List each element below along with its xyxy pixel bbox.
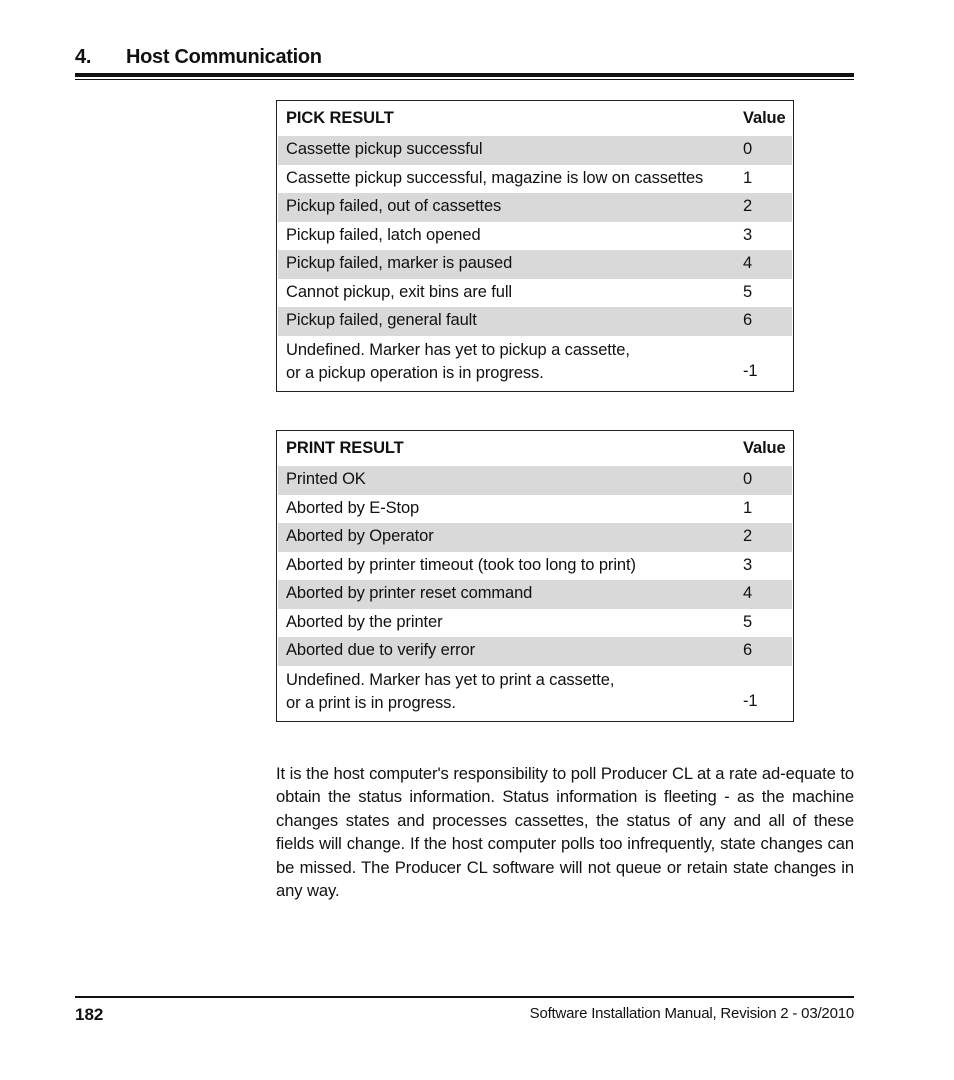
table-row (277, 307, 793, 336)
table-row (277, 250, 793, 279)
row-value: 3 (743, 555, 753, 574)
row-label: Aborted by printer reset command (286, 584, 533, 602)
print-result-table (276, 430, 794, 722)
table-row (277, 637, 793, 666)
row-label: Cassette pickup successful (286, 140, 483, 158)
table-row (277, 666, 793, 721)
row-label-line2: or a print is in progress. (286, 693, 456, 712)
footer-document-title: Software Installation Manual, Revision 2 - 03/2010 (529, 1005, 854, 1022)
table-row (277, 466, 793, 495)
pick-result-table (276, 100, 794, 392)
table-row (277, 523, 793, 552)
table-row (277, 165, 793, 194)
column-header-result: PRINT RESULT (286, 439, 404, 457)
row-label (286, 339, 706, 385)
row-value: 4 (743, 254, 753, 272)
header-rule-thin (75, 79, 854, 80)
row-value: 0 (743, 470, 753, 488)
row-label: Pickup failed, latch opened (286, 225, 481, 244)
row-label-line2: or a pickup operation is in progress. (286, 363, 544, 382)
column-header-result: PICK RESULT (286, 109, 394, 127)
column-header-value: Value (743, 109, 786, 127)
table-row (277, 193, 793, 222)
row-label: Aborted by E-Stop (286, 498, 420, 517)
row-value: 1 (743, 498, 753, 517)
row-label: Cassette pickup successful, magazine is low on cassettes (286, 168, 704, 187)
row-value: 3 (743, 225, 753, 244)
table-row (277, 609, 793, 638)
column-header-value: Value (743, 439, 786, 457)
row-label: Cannot pickup, exit bins are full (286, 282, 512, 301)
row-value: -1 (743, 691, 758, 710)
row-value: 5 (743, 282, 753, 301)
row-value: -1 (743, 361, 758, 380)
body-paragraph: It is the host computer's responsibility to poll Producer CL at a rate ad-equate to obtain the status information. Status information is fleeting - as the machine changes states and processes cassettes, the status of any and all of these fields will change. If the host computer polls too infrequently, state changes can be missed. The Producer CL software will not queue or retain state changes in any way. (276, 763, 854, 901)
table-row (277, 552, 793, 581)
table-row (277, 336, 793, 391)
row-value: 2 (743, 527, 753, 545)
row-label: Printed OK (286, 470, 366, 488)
footer-rule (75, 996, 854, 998)
row-value: 4 (743, 584, 753, 602)
table-header-row (277, 431, 793, 466)
row-label: Pickup failed, out of cassettes (286, 197, 502, 215)
row-value: 1 (743, 168, 753, 187)
row-label: Aborted by Operator (286, 527, 434, 545)
page-number: 182 (75, 1005, 104, 1024)
row-label: Aborted due to verify error (286, 641, 475, 659)
row-label: Aborted by printer timeout (took too long to print) (286, 555, 636, 574)
row-value: 5 (743, 612, 753, 631)
row-value: 6 (743, 641, 753, 659)
table-row (277, 495, 793, 524)
row-value: 0 (743, 140, 753, 158)
table-row (277, 279, 793, 308)
row-label: Pickup failed, marker is paused (286, 254, 513, 272)
row-label-line1: Undefined. Marker has yet to pickup a cassette, (286, 340, 630, 359)
table-header-row (277, 101, 793, 136)
row-label: Aborted by the printer (286, 612, 443, 631)
row-value: 6 (743, 311, 753, 329)
table-row (277, 136, 793, 165)
section-number: 4. (75, 46, 92, 68)
row-label: Pickup failed, general fault (286, 311, 477, 329)
row-value: 2 (743, 197, 753, 215)
table-row (277, 222, 793, 251)
section-title: Host Communication (126, 46, 322, 68)
section-header (75, 44, 854, 74)
header-rule-thick (75, 73, 854, 77)
row-label (286, 669, 706, 715)
table-row (277, 580, 793, 609)
row-label-line1: Undefined. Marker has yet to print a cassette, (286, 670, 615, 689)
